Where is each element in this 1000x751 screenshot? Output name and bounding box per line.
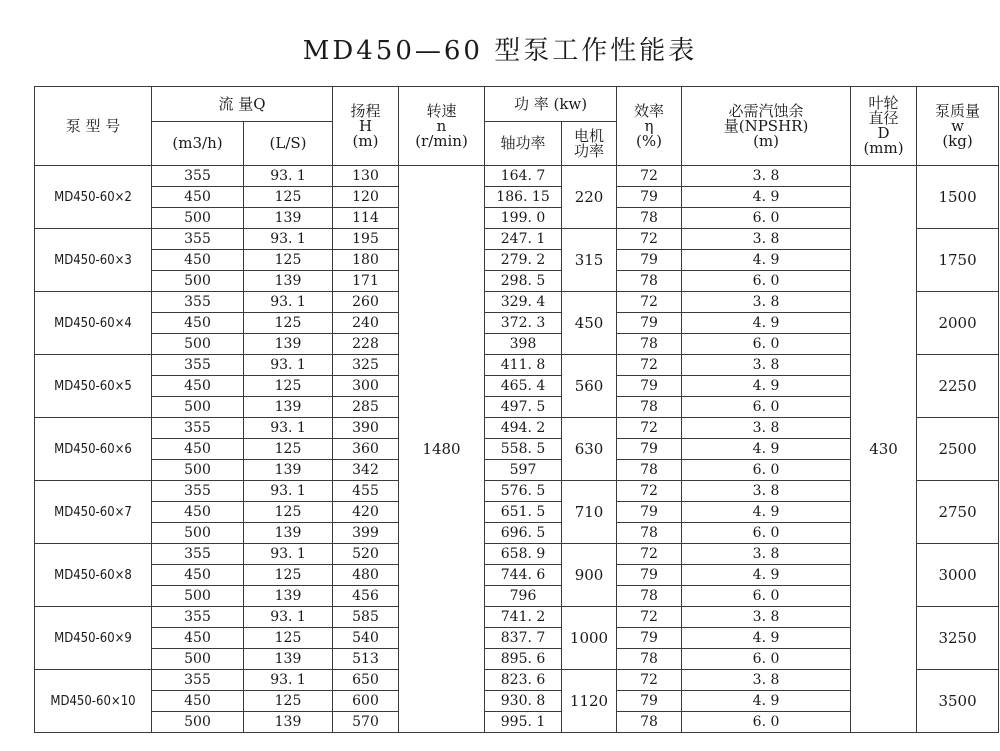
- motor-power-cell: 1120: [562, 670, 617, 733]
- flow-ls-cell: 125: [244, 565, 333, 586]
- flow-m3h-cell: 355: [152, 481, 244, 502]
- flow-m3h-cell: 355: [152, 670, 244, 691]
- efficiency-cell: 79: [617, 376, 682, 397]
- head-cell: 342: [333, 460, 399, 481]
- npshr-cell: 3. 8: [682, 229, 851, 250]
- efficiency-cell: 72: [617, 229, 682, 250]
- shaft-power-cell: 199. 0: [485, 208, 562, 229]
- mass-cell: 2500: [917, 418, 999, 481]
- efficiency-cell: 78: [617, 523, 682, 544]
- head-cell: 195: [333, 229, 399, 250]
- npshr-cell: 3. 8: [682, 670, 851, 691]
- mass-cell: 1750: [917, 229, 999, 292]
- npshr-cell: 4. 9: [682, 502, 851, 523]
- npshr-cell: 6. 0: [682, 397, 851, 418]
- flow-ls-cell: 125: [244, 439, 333, 460]
- flow-m3h-cell: 500: [152, 649, 244, 670]
- head-cell: 285: [333, 397, 399, 418]
- npshr-cell: 4. 9: [682, 250, 851, 271]
- header-flow-m3h: (m3/h): [152, 122, 244, 166]
- header-npshr: 必需汽蚀余 量(NPSHR) (m): [682, 87, 851, 166]
- motor-power-cell: 710: [562, 481, 617, 544]
- npshr-cell: 6. 0: [682, 712, 851, 733]
- npshr-cell: 3. 8: [682, 607, 851, 628]
- flow-m3h-cell: 450: [152, 691, 244, 712]
- efficiency-cell: 78: [617, 271, 682, 292]
- flow-ls-cell: 93. 1: [244, 544, 333, 565]
- flow-ls-cell: 93. 1: [244, 355, 333, 376]
- head-cell: 455: [333, 481, 399, 502]
- head-cell: 600: [333, 691, 399, 712]
- npshr-cell: 6. 0: [682, 586, 851, 607]
- model-cell: MD450-60×4: [35, 292, 152, 355]
- flow-ls-cell: 139: [244, 523, 333, 544]
- efficiency-cell: 79: [617, 250, 682, 271]
- shaft-power-cell: 895. 6: [485, 649, 562, 670]
- flow-m3h-cell: 450: [152, 187, 244, 208]
- shaft-power-cell: 298. 5: [485, 271, 562, 292]
- flow-ls-cell: 125: [244, 628, 333, 649]
- npshr-cell: 4. 9: [682, 628, 851, 649]
- flow-ls-cell: 125: [244, 250, 333, 271]
- flow-m3h-cell: 355: [152, 418, 244, 439]
- mass-cell: 3500: [917, 670, 999, 733]
- speed-cell: 1480: [399, 166, 485, 733]
- header-mass: 泵质量 w (kg): [917, 87, 999, 166]
- efficiency-cell: 72: [617, 166, 682, 187]
- head-cell: 180: [333, 250, 399, 271]
- npshr-cell: 3. 8: [682, 481, 851, 502]
- npshr-cell: 6. 0: [682, 523, 851, 544]
- npshr-cell: 3. 8: [682, 418, 851, 439]
- npshr-cell: 3. 8: [682, 292, 851, 313]
- motor-power-cell: 1000: [562, 607, 617, 670]
- header-model: 泵 型 号: [35, 87, 152, 166]
- mass-cell: 1500: [917, 166, 999, 229]
- flow-ls-cell: 93. 1: [244, 607, 333, 628]
- head-cell: 300: [333, 376, 399, 397]
- header-flow-ls: (L/S): [244, 122, 333, 166]
- flow-ls-cell: 125: [244, 187, 333, 208]
- shaft-power-cell: 494. 2: [485, 418, 562, 439]
- header-shaft-power: 轴功率: [485, 122, 562, 166]
- head-cell: 399: [333, 523, 399, 544]
- efficiency-cell: 78: [617, 208, 682, 229]
- shaft-power-cell: 398: [485, 334, 562, 355]
- flow-ls-cell: 125: [244, 376, 333, 397]
- efficiency-cell: 78: [617, 397, 682, 418]
- head-cell: 171: [333, 271, 399, 292]
- flow-m3h-cell: 355: [152, 292, 244, 313]
- flow-m3h-cell: 450: [152, 628, 244, 649]
- flow-ls-cell: 93. 1: [244, 481, 333, 502]
- mass-cell: 2000: [917, 292, 999, 355]
- flow-m3h-cell: 450: [152, 376, 244, 397]
- flow-m3h-cell: 500: [152, 208, 244, 229]
- flow-ls-cell: 125: [244, 691, 333, 712]
- shaft-power-cell: 995. 1: [485, 712, 562, 733]
- npshr-cell: 3. 8: [682, 166, 851, 187]
- flow-m3h-cell: 500: [152, 586, 244, 607]
- shaft-power-cell: 279. 2: [485, 250, 562, 271]
- flow-ls-cell: 139: [244, 586, 333, 607]
- head-cell: 520: [333, 544, 399, 565]
- efficiency-cell: 72: [617, 670, 682, 691]
- flow-ls-cell: 139: [244, 712, 333, 733]
- efficiency-cell: 72: [617, 607, 682, 628]
- flow-m3h-cell: 500: [152, 523, 244, 544]
- head-cell: 130: [333, 166, 399, 187]
- shaft-power-cell: 696. 5: [485, 523, 562, 544]
- efficiency-cell: 78: [617, 712, 682, 733]
- head-cell: 570: [333, 712, 399, 733]
- npshr-cell: 4. 9: [682, 313, 851, 334]
- header-flow: 流 量Q: [152, 87, 333, 122]
- flow-m3h-cell: 450: [152, 250, 244, 271]
- shaft-power-cell: 658. 9: [485, 544, 562, 565]
- npshr-cell: 4. 9: [682, 691, 851, 712]
- efficiency-cell: 78: [617, 334, 682, 355]
- flow-ls-cell: 93. 1: [244, 292, 333, 313]
- efficiency-cell: 72: [617, 355, 682, 376]
- shaft-power-cell: 465. 4: [485, 376, 562, 397]
- flow-ls-cell: 139: [244, 397, 333, 418]
- npshr-cell: 6. 0: [682, 208, 851, 229]
- efficiency-cell: 79: [617, 502, 682, 523]
- header-speed: 转速 n (r/min): [399, 87, 485, 166]
- mass-cell: 3000: [917, 544, 999, 607]
- head-cell: 228: [333, 334, 399, 355]
- flow-m3h-cell: 355: [152, 544, 244, 565]
- model-cell: MD450-60×2: [35, 166, 152, 229]
- head-cell: 513: [333, 649, 399, 670]
- efficiency-cell: 79: [617, 628, 682, 649]
- header-impeller: 叶轮 直径 D (mm): [851, 87, 917, 166]
- mass-cell: 2250: [917, 355, 999, 418]
- head-cell: 585: [333, 607, 399, 628]
- flow-m3h-cell: 355: [152, 355, 244, 376]
- head-cell: 480: [333, 565, 399, 586]
- npshr-cell: 4. 9: [682, 187, 851, 208]
- flow-m3h-cell: 500: [152, 397, 244, 418]
- motor-power-cell: 900: [562, 544, 617, 607]
- motor-power-cell: 315: [562, 229, 617, 292]
- flow-ls-cell: 93. 1: [244, 670, 333, 691]
- efficiency-cell: 72: [617, 544, 682, 565]
- shaft-power-cell: 329. 4: [485, 292, 562, 313]
- motor-power-cell: 220: [562, 166, 617, 229]
- head-cell: 325: [333, 355, 399, 376]
- flow-m3h-cell: 450: [152, 502, 244, 523]
- model-cell: MD450-60×6: [35, 418, 152, 481]
- shaft-power-cell: 576. 5: [485, 481, 562, 502]
- npshr-cell: 3. 8: [682, 544, 851, 565]
- efficiency-cell: 72: [617, 418, 682, 439]
- shaft-power-cell: 741. 2: [485, 607, 562, 628]
- flow-m3h-cell: 500: [152, 712, 244, 733]
- npshr-cell: 4. 9: [682, 376, 851, 397]
- flow-ls-cell: 139: [244, 271, 333, 292]
- head-cell: 120: [333, 187, 399, 208]
- flow-ls-cell: 139: [244, 208, 333, 229]
- shaft-power-cell: 837. 7: [485, 628, 562, 649]
- head-cell: 260: [333, 292, 399, 313]
- flow-m3h-cell: 355: [152, 229, 244, 250]
- model-cell: MD450-60×5: [35, 355, 152, 418]
- flow-ls-cell: 93. 1: [244, 229, 333, 250]
- npshr-cell: 6. 0: [682, 649, 851, 670]
- shaft-power-cell: 744. 6: [485, 565, 562, 586]
- flow-m3h-cell: 355: [152, 607, 244, 628]
- efficiency-cell: 78: [617, 649, 682, 670]
- efficiency-cell: 78: [617, 460, 682, 481]
- flow-ls-cell: 139: [244, 334, 333, 355]
- flow-ls-cell: 125: [244, 313, 333, 334]
- efficiency-cell: 79: [617, 565, 682, 586]
- npshr-cell: 4. 9: [682, 565, 851, 586]
- flow-ls-cell: 139: [244, 649, 333, 670]
- model-cell: MD450-60×7: [35, 481, 152, 544]
- header-power: 功 率 (kw): [485, 87, 617, 122]
- shaft-power-cell: 651. 5: [485, 502, 562, 523]
- page-title: MD450—60 型泵工作性能表: [302, 36, 698, 66]
- shaft-power-cell: 164. 7: [485, 166, 562, 187]
- efficiency-cell: 72: [617, 481, 682, 502]
- shaft-power-cell: 186. 15: [485, 187, 562, 208]
- npshr-cell: 6. 0: [682, 334, 851, 355]
- efficiency-cell: 79: [617, 439, 682, 460]
- model-cell: MD450-60×10: [35, 670, 152, 733]
- mass-cell: 3250: [917, 607, 999, 670]
- head-cell: 390: [333, 418, 399, 439]
- flow-m3h-cell: 500: [152, 334, 244, 355]
- flow-ls-cell: 139: [244, 460, 333, 481]
- flow-ls-cell: 93. 1: [244, 166, 333, 187]
- header-head: 扬程 H (m): [333, 87, 399, 166]
- head-cell: 650: [333, 670, 399, 691]
- shaft-power-cell: 823. 6: [485, 670, 562, 691]
- head-cell: 420: [333, 502, 399, 523]
- flow-ls-cell: 125: [244, 502, 333, 523]
- header-motor-power: 电机 功率: [562, 122, 617, 166]
- efficiency-cell: 78: [617, 586, 682, 607]
- model-cell: MD450-60×3: [35, 229, 152, 292]
- shaft-power-cell: 796: [485, 586, 562, 607]
- shaft-power-cell: 411. 8: [485, 355, 562, 376]
- flow-m3h-cell: 450: [152, 439, 244, 460]
- flow-m3h-cell: 500: [152, 271, 244, 292]
- impeller-diameter-cell: 430: [851, 166, 917, 733]
- flow-m3h-cell: 450: [152, 313, 244, 334]
- shaft-power-cell: 247. 1: [485, 229, 562, 250]
- shaft-power-cell: 372. 3: [485, 313, 562, 334]
- efficiency-cell: 72: [617, 292, 682, 313]
- motor-power-cell: 450: [562, 292, 617, 355]
- head-cell: 114: [333, 208, 399, 229]
- npshr-cell: 6. 0: [682, 460, 851, 481]
- head-cell: 540: [333, 628, 399, 649]
- flow-m3h-cell: 450: [152, 565, 244, 586]
- npshr-cell: 6. 0: [682, 271, 851, 292]
- head-cell: 240: [333, 313, 399, 334]
- model-cell: MD450-60×8: [35, 544, 152, 607]
- efficiency-cell: 79: [617, 187, 682, 208]
- head-cell: 456: [333, 586, 399, 607]
- header-row-1: [35, 87, 999, 122]
- shaft-power-cell: 558. 5: [485, 439, 562, 460]
- mass-cell: 2750: [917, 481, 999, 544]
- head-cell: 360: [333, 439, 399, 460]
- flow-m3h-cell: 355: [152, 166, 244, 187]
- model-cell: MD450-60×9: [35, 607, 152, 670]
- motor-power-cell: 630: [562, 418, 617, 481]
- npshr-cell: 4. 9: [682, 439, 851, 460]
- flow-m3h-cell: 500: [152, 460, 244, 481]
- table-row: [35, 166, 999, 187]
- efficiency-cell: 79: [617, 313, 682, 334]
- header-efficiency: 效率 η (%): [617, 87, 682, 166]
- performance-table: [34, 86, 999, 733]
- shaft-power-cell: 930. 8: [485, 691, 562, 712]
- motor-power-cell: 560: [562, 355, 617, 418]
- shaft-power-cell: 497. 5: [485, 397, 562, 418]
- efficiency-cell: 79: [617, 691, 682, 712]
- shaft-power-cell: 597: [485, 460, 562, 481]
- flow-ls-cell: 93. 1: [244, 418, 333, 439]
- npshr-cell: 3. 8: [682, 355, 851, 376]
